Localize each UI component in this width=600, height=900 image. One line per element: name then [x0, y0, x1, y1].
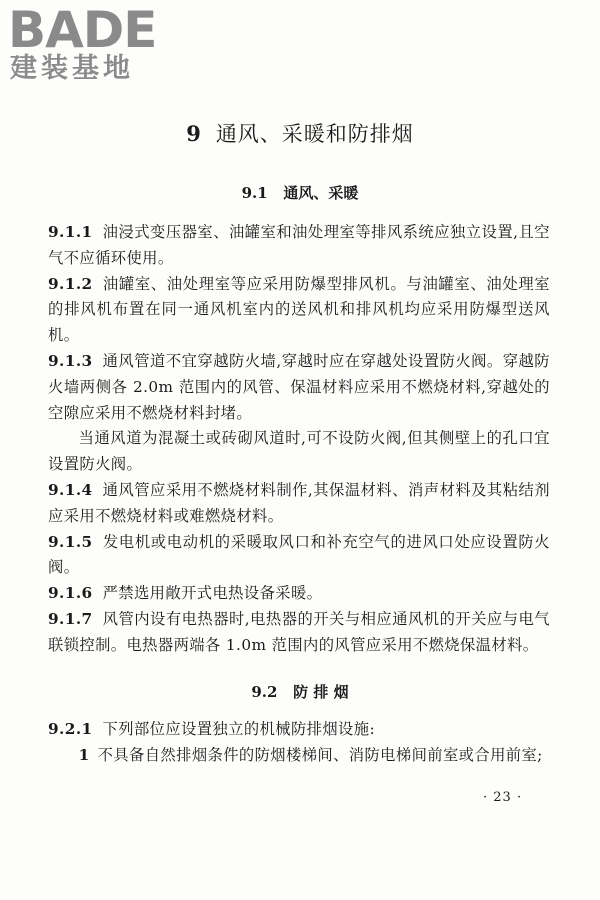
clause-text: 通风管道不宜穿越防火墙,穿越时应在穿越处设置防火阀。穿越防火墙两侧各 2.0m 范围内的风管、保温材料应采用不燃烧材料,穿越处的空隙应采用不燃烧材料封堵。 — [48, 351, 550, 422]
clause-number: 9.1.2 — [48, 274, 93, 293]
section-title-text: 防 排 烟 — [293, 683, 349, 701]
chapter-title — [0, 118, 600, 148]
section-title-9-1 — [0, 182, 600, 203]
clause-text: 油浸式变压器室、油罐室和油处理室等排风系统应独立设置,且空气不应循环使用。 — [48, 223, 550, 267]
clause-text: 发电机或电动机的采暖取风口和补充空气的进风口处应设置防火阀。 — [48, 532, 550, 577]
logo-brand: BADE — [8, 1, 157, 59]
page-number: · 23 · — [483, 790, 523, 805]
clause-text: 通风管应采用不燃烧材料制作,其保温材料、消声材料及其粘结剂应采用不燃烧材料或难燃烧材料。 — [48, 480, 550, 525]
clause-number: 9.1.3 — [48, 351, 93, 370]
clause-9-1-6 — [48, 581, 550, 607]
clause-9-1-3-para2 — [48, 426, 550, 478]
clause-9-2-1 — [48, 717, 550, 743]
clause-9-1-5 — [48, 530, 550, 582]
section-number: 9.2 — [251, 683, 278, 701]
clause-number: 9.2.1 — [48, 720, 93, 738]
clause-9-1-4 — [48, 478, 550, 530]
clause-text: 下列部位应设置独立的机械防排烟设施: — [102, 720, 375, 738]
clause-9-1-2 — [48, 272, 550, 349]
clause-text: 严禁选用敞开式电热设备采暖。 — [102, 584, 323, 603]
chapter-number: 9 — [186, 121, 202, 146]
clause-9-1-7 — [48, 607, 550, 659]
section-9-2-body — [48, 717, 550, 769]
section-title-text: 通风、采暖 — [283, 184, 359, 202]
logo — [8, 1, 183, 86]
section-title-9-2 — [0, 681, 600, 702]
clause-number: 9.1.4 — [48, 480, 93, 499]
clause-number: 9.1.1 — [48, 223, 93, 241]
clause-text: 风管内设有电热器时,电热器的开关与相应通风机的开关应与电气联锁控制。电热器两端各 1.0m 范围内的风管应采用不燃烧保温材料。 — [48, 609, 550, 654]
item-number: 1 — [78, 745, 90, 764]
item-text: 不具备自然排烟条件的防烟楼梯间、消防电梯间前室或合用前室; — [97, 745, 543, 764]
clause-text: 油罐室、油处理室等应采用防爆型排风机。与油罐室、油处理室的排风机布置在同一通风机室内的送风机和排风机均应采用防爆型送风机。 — [48, 274, 550, 345]
clause-number: 9.1.6 — [48, 584, 93, 603]
clause-number: 9.1.7 — [48, 609, 93, 628]
clause-number: 9.1.5 — [48, 532, 93, 551]
clause-9-1-1 — [48, 220, 550, 272]
logo-subtitle: 建装基地 — [10, 53, 134, 84]
clause-text: 当通风道为混凝土或砖砌风道时,可不设防火阀,但其侧壁上的孔口宜设置防火阀。 — [48, 429, 550, 474]
list-item — [48, 743, 550, 769]
section-number: 9.1 — [241, 184, 268, 202]
chapter-title-text: 通风、采暖和防排烟 — [215, 122, 414, 146]
clause-9-1-3 — [48, 349, 550, 426]
section-9-1-body — [48, 220, 550, 659]
